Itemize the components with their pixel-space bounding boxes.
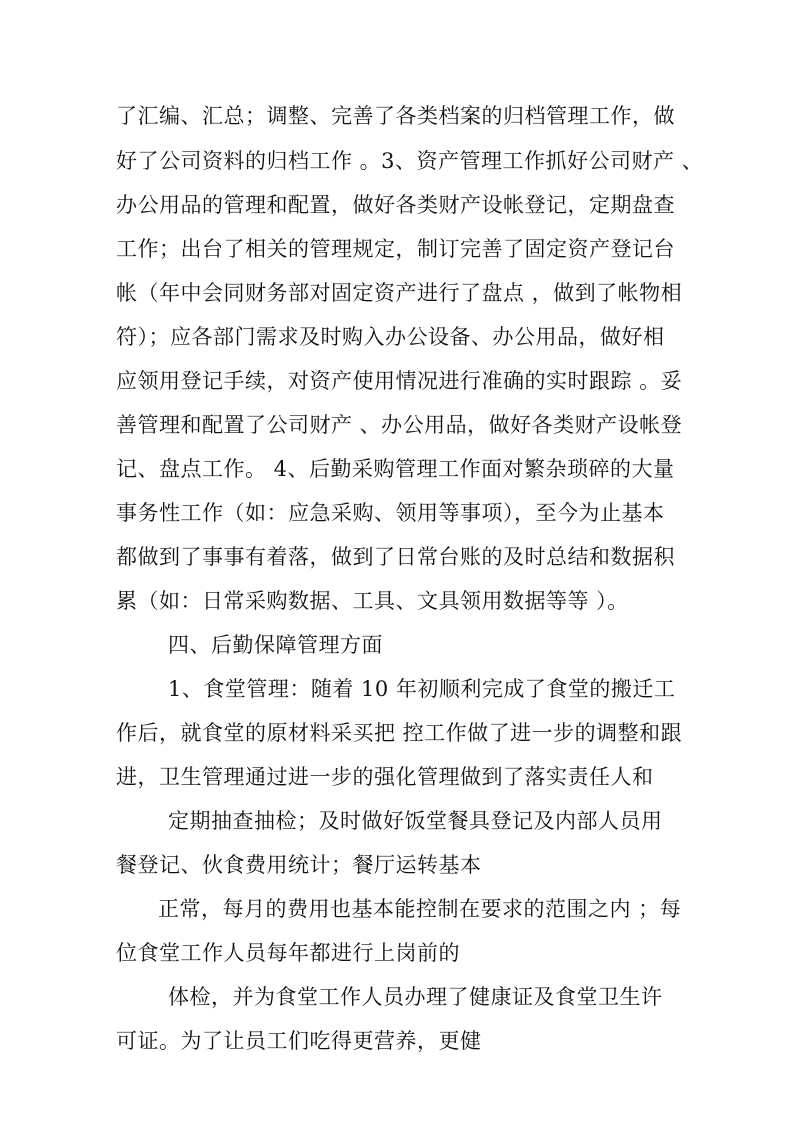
text-line: 作后，就食堂的原材料采买把 控工作做了进一步的调整和跟 xyxy=(116,721,683,745)
text-line: 帐（年中会同财务部对固定资产进行了盘点 ，做到了帐物相 xyxy=(116,281,683,305)
text-line: 了汇编、汇总；调整、完善了各类档案的归档管理工作，做 xyxy=(116,104,675,128)
text-line: 进，卫生管理通过进一步的强化管理做到了落实责任人和 xyxy=(116,765,654,789)
text-line: 定期抽查抽检；及时做好饭堂餐具登记及内部人员用 xyxy=(168,809,663,833)
text-line: 体检，并为食堂工作人员办理了健康证及食堂卫生许 xyxy=(168,985,663,1009)
text-line: 1、食堂管理：随着 10 年初顺利完成了食堂的搬迁工 xyxy=(168,677,676,701)
text-line: 事务性工作（如：应急采购、领用等事项），至今为止基本 xyxy=(116,501,665,525)
text-line: 办公用品的管理和配置，做好各类财产设帐登记，定期盘查 xyxy=(116,193,675,217)
text-line: 记、盘点工作。 4、后勤采购管理工作面对繁杂琐碎的大量 xyxy=(116,457,675,481)
text-line: 位食堂工作人员每年都进行上岗前的 xyxy=(116,941,460,965)
text-line: 餐登记、伙食费用统计；餐厅运转基本 xyxy=(116,853,482,877)
text-line: 正常，每月的费用也基本能控制在要求的范围之内 ；每 xyxy=(158,897,682,921)
text-line: 累（如：日常采购数据、工具、文具领用数据等等 ）。 xyxy=(116,589,629,613)
text-line: 符）；应各部门需求及时购入办公设备、办公用品，做好相 xyxy=(116,325,665,349)
text-line: 工作；出台了相关的管理规定，制订完善了固定资产登记台 xyxy=(116,237,675,261)
text-line: 都做到了事事有着落，做到了日常台账的及时总结和数据积 xyxy=(116,545,675,569)
text-line: 可证。为了让员工们吃得更营养，更健 xyxy=(116,1029,482,1053)
section-heading: 四、后勤保障管理方面 xyxy=(168,633,383,657)
text-line: 好了公司资料的归档工作 。3、资产管理工作抓好公司财产 、 xyxy=(116,149,704,173)
text-line: 应领用登记手续，对资产使用情况进行准确的实时跟踪 。妥 xyxy=(116,369,683,393)
text-line: 善管理和配置了公司财产 、办公用品，做好各类财产设帐登 xyxy=(116,413,683,437)
